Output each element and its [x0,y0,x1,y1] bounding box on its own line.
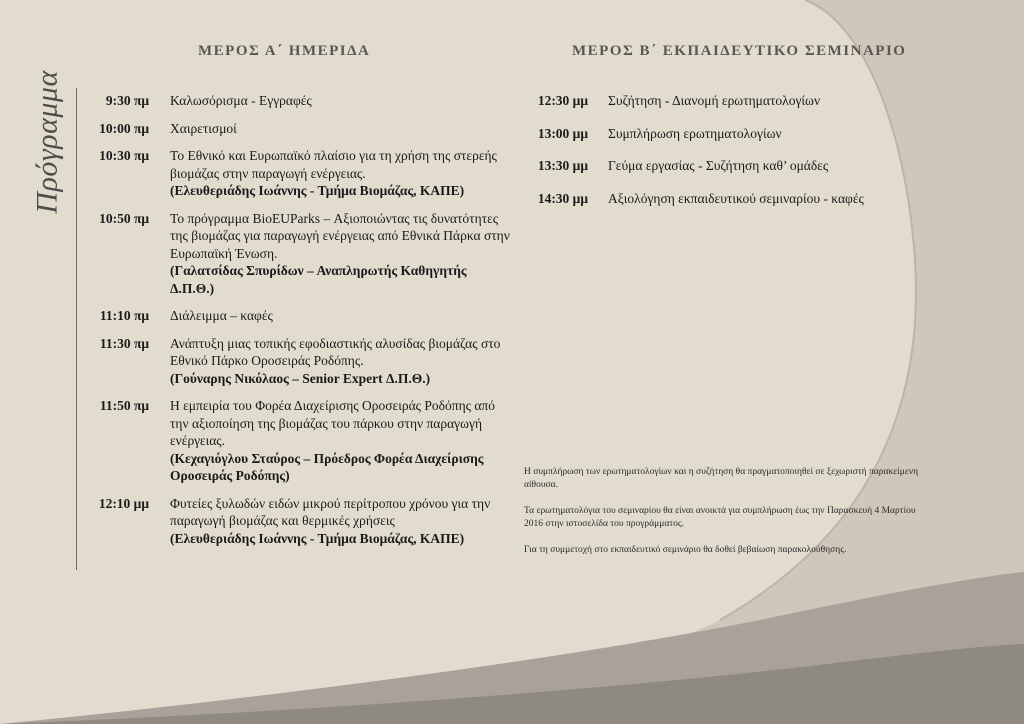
part-a-schedule [92,92,512,557]
part-b-heading: ΜΕΡΟΣ Β΄ ΕΚΠΑΙΔΕΥΤΙΚΟ ΣΕΜΙΝΑΡΙΟ [572,43,907,59]
session-title: Το πρόγραμμα BioEUParks – Αξιοποιώντας τις δυνατότητες της βιομάζας για παραγωγή ενέργειας από Εθνικά Πάρκα στην Ευρωπαϊκή Ένωση. [170,210,510,261]
session-title: Ανάπτυξη μιας τοπικής εφοδιαστικής αλυσίδας βιομάζας στο Εθνικό Πάρκο Οροσειράς Ροδόπης. [170,335,501,368]
session-speaker: (Κεχαγιόγλου Σταύρος – Πρόεδρος Φορέα Διαχείρισης Οροσειράς Ροδόπης) [170,450,484,483]
schedule-text [149,397,512,485]
schedule-row [92,397,512,485]
schedule-text [149,307,512,325]
vertical-divider [76,88,77,570]
program-title [28,72,68,212]
schedule-text [149,92,512,110]
session-title: Καλωσόρισμα - Εγγραφές [170,93,312,108]
part-a-heading: ΜΕΡΟΣ Α΄ ΗΜΕΡΙΔΑ [198,43,371,59]
schedule-text: Γεύμα εργασίας - Συζήτηση καθ’ ομάδες [608,158,829,173]
schedule-text: Αξιολόγηση εκπαιδευτικού σεμιναρίου - καφές [608,190,864,206]
schedule-time: 12:10 μμ [98,495,149,511]
schedule-row [92,120,512,138]
schedule-text [149,147,512,200]
part-b-schedule [528,92,968,222]
session-speaker: (Ελευθεριάδης Ιωάννης - Τμήμα Βιομάζας, ΚΑΠΕ) [170,183,465,198]
note-paragraph: Η συμπλήρωση των ερωτηματολογίων και η συζήτηση θα πραγματοποιηθεί σε ξεχωριστή παρακείμενη αίθουσα. [524,467,919,490]
schedule-row [92,147,512,200]
schedule-row [528,92,968,110]
schedule-time: 13:30 μμ [537,158,588,173]
schedule-row [528,157,968,175]
schedule-time: 10:50 πμ [99,210,149,226]
session-speaker: (Γούναρης Νικόλαος – Senior Expert Δ.Π.Θ.) [170,370,431,386]
session-title: Διάλειμμα – καφές [170,308,273,323]
session-title: Η εμπειρία του Φορέα Διαχείρισης Οροσειράς Ροδόπης από την αξιοποίηση της βιομάζας του πάρκου στην παραγωγή ενέργειας. [170,398,495,448]
schedule-text [149,335,512,388]
session-speaker: (Γαλατσίδας Σπυρίδων – Αναπληρωτής Καθηγητής Δ.Π.Θ.) [170,263,467,296]
schedule-row [92,92,512,110]
schedule-time: 12:30 μμ [537,93,588,108]
seminar-notes [524,466,934,570]
schedule-row [92,210,512,298]
schedule-time: 9:30 πμ [105,93,149,108]
schedule-text [149,120,512,138]
schedule-row [92,495,512,548]
schedule-time: 14:30 μμ [537,190,588,206]
note-paragraph: Τα ερωτηματολόγια του σεμιναρίου θα είναι ανοικτά για συμπλήρωση έως την Παρασκευή 4 Μαρτίου 2016 στην ιστοσελίδα του προγράμματος. [524,506,916,529]
schedule-text [149,210,512,298]
schedule-time: 11:50 πμ [99,398,149,413]
schedule-row [528,190,968,208]
schedule-time: 10:00 πμ [99,120,149,136]
session-title: Χαιρετισμοί [170,120,237,136]
note-paragraph: Για τη συμμετοχή στο εκπαιδευτικό σεμινάριο θα δοθεί βεβαίωση παρακολούθησης. [524,545,847,555]
schedule-text [149,495,512,548]
schedule-row [528,125,968,143]
schedule-time: 11:10 πμ [99,308,149,323]
schedule-row [92,307,512,325]
schedule-time: 11:30 πμ [99,335,149,351]
schedule-text: Συζήτηση - Διανομή ερωτηματολογίων [608,93,821,108]
session-speaker: (Ελευθεριάδης Ιωάννης - Τμήμα Βιομάζας, ΚΑΠΕ) [170,530,465,546]
schedule-text: Συμπλήρωση ερωτηματολογίων [608,125,782,141]
schedule-time: 10:30 πμ [99,148,149,163]
schedule-row [92,335,512,388]
session-title: Φυτείες ξυλωδών ειδών μικρού περίτροπου χρόνου για την παραγωγή βιομάζας και θερμικές χρήσεις [170,495,491,528]
session-title: Το Εθνικό και Ευρωπαϊκό πλαίσιο για τη χρήση της στερεής βιομάζας στην παραγωγή ενέργειας. [170,148,497,181]
program-title-text: Πρόγραμμα [31,70,64,214]
schedule-time: 13:00 μμ [537,125,588,141]
